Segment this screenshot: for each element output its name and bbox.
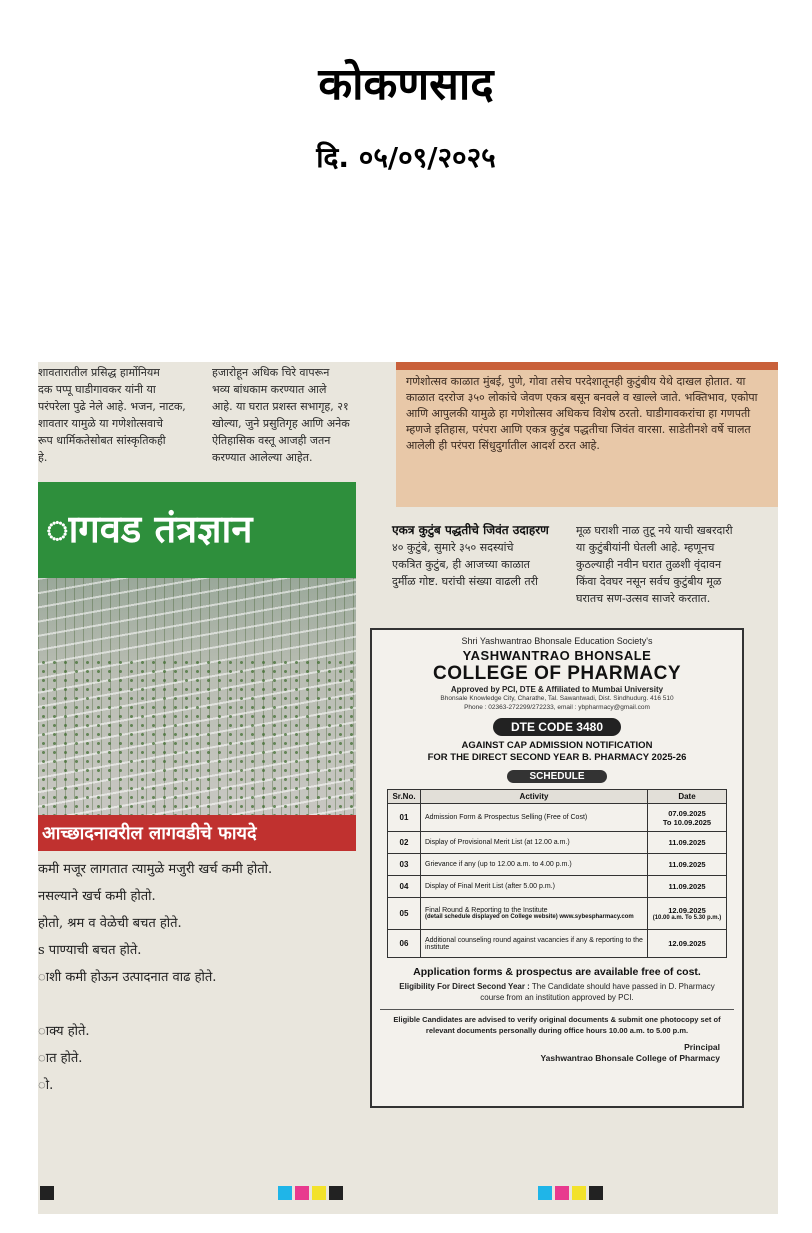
text-line: रूप धार्मिकतेसोबत सांस्कृतिकही (38, 434, 166, 447)
joint-family-column (392, 522, 572, 590)
college-name-line2: COLLEGE OF PHARMACY (432, 663, 682, 684)
list-item: ात होते. (38, 1051, 83, 1066)
list-item: ाशी कमी होऊन उत्पादनात वाढ होते. (38, 970, 217, 985)
cell-sr: 02 (388, 832, 421, 854)
mulch-field-photo (38, 578, 356, 815)
cell-date (648, 804, 727, 832)
registration-marks-right (538, 1186, 603, 1200)
cell-sr: 06 (388, 930, 421, 958)
activity-line: Final Round & Reporting to the Institute (425, 907, 548, 914)
text-line: एकत्रित कुटुंब, ही आजच्या काळात (392, 558, 530, 571)
society-name: Shri Yashwantrao Bhonsale Education Society's (461, 636, 653, 646)
eligibility-note (388, 981, 726, 1003)
benefits-heading: आच्छादनावरील लागवडीचे फायदे (42, 823, 257, 844)
reg-mark-black (40, 1186, 54, 1200)
notice-line1: AGAINST CAP ADMISSION NOTIFICATION (461, 740, 653, 751)
date-line: 07.09.2025 (668, 808, 706, 818)
cell-date: 11.09.2025 (648, 854, 727, 876)
reg-mark-black (329, 1186, 343, 1200)
eligibility-text: The Candidate should have passed in D. Pharmacy course from an institution approved by PCI. (480, 982, 715, 1002)
reg-mark-cyan (538, 1186, 552, 1200)
table-row (388, 930, 727, 958)
cell-activity: Display of Final Merit List (after 5.00 p.m.) (421, 876, 648, 898)
list-item: ाक्य होते. (38, 1024, 90, 1039)
table-header-row (388, 790, 727, 804)
ganeshotsav-text: गणेशोत्सव काळात मुंबई, पुणे, गोवा तसेच परदेशातूनही कुटुंबीय येथे दाखल होतात. या काळात दररोज ३५० लोकांचे जेवण एकत्र बसून बनवले व खाल्ले जाते. भक्तिभाव, एकोपा आणि आपुलकी यामुळे हा गणेशोत्सव अधिकच विशेष ठरतो. घाडीगावकरांचा हा गणपती म्हणजे इतिहास, परंपरा आणि एकत्र कुटुंब पद्धतीचा जिवंत वारसा. साडेतीनशे वर्षे चालत आलेली ही परंपरा सिंधुदुर्गातील आदर्श ठरत आहे. (406, 375, 758, 452)
notice-line2: FOR THE DIRECT SECOND YEAR B. PHARMACY 2025-26 (427, 752, 687, 763)
cell-sr: 03 (388, 854, 421, 876)
col-header-date: Date (648, 790, 727, 804)
list-item: नसल्याने खर्च कमी होतो. (38, 889, 156, 904)
box-top-bar (396, 362, 778, 370)
table-row (388, 832, 727, 854)
free-cost-note: Application forms & prospectus are available free of cost. (413, 966, 701, 978)
reg-mark-black (589, 1186, 603, 1200)
text-line: किंवा देवघर नसून सर्वच कुटुंबीय मूळ (576, 575, 722, 588)
schedule-table (387, 789, 727, 958)
list-item: s पाण्याची बचत होते. (38, 943, 142, 958)
date-line: To 10.09.2025 (662, 817, 712, 827)
cell-date: 11.09.2025 (648, 832, 727, 854)
text-line: दुर्मीळ गोष्ट. घरांची संख्या वाढली तरी (392, 575, 538, 588)
cell-date: 12.09.2025 (648, 930, 727, 958)
text-line: शावतारातील प्रसिद्ध हार्मोनियम (38, 366, 160, 379)
cell-activity: Display of Provisional Merit List (at 12.00 a.m.) (421, 832, 648, 854)
farming-tech-heading: ागवड तंत्रज्ञान (46, 507, 253, 551)
reg-mark-yellow (312, 1186, 326, 1200)
table-row (388, 876, 727, 898)
reg-mark-magenta (555, 1186, 569, 1200)
cell-sr: 04 (388, 876, 421, 898)
text-line: दक पप्पू घाडीगावकर यांनी या (38, 383, 156, 396)
schedule-badge: SCHEDULE (507, 770, 606, 783)
text-line: करण्यात आलेल्या आहेत. (212, 451, 313, 464)
text-line: घरातच सण-उत्सव साजरे करतात. (576, 592, 711, 605)
cell-activity: Grievance if any (up to 12.00 a.m. to 4.00 p.m.) (421, 854, 648, 876)
activity-subline: (detail schedule displayed on College website) www.sybespharmacy.com (425, 914, 634, 920)
text-line: ४० कुटुंबे, सुमारे ३५० सदस्यांचे (392, 541, 514, 554)
ganeshotsav-box (396, 362, 778, 507)
text-line: हजारोहून अधिक चिरे वापरून (212, 366, 330, 379)
verify-note: Eligible Candidates are advised to verify original documents & submit one photocopy set of relevant documents personally during office hours 10.00 a.m. to 5.00 p.m. (393, 1015, 721, 1035)
cell-activity (421, 898, 648, 930)
date-line: (10.00 a.m. To 5.30 p.m.) (652, 915, 722, 921)
divider (380, 1009, 734, 1010)
text-line: या कुटुंबीयांनी घेतली आहे. म्हणूनच (576, 541, 715, 554)
cell-activity: Admission Form & Prospectus Selling (Free of Cost) (421, 804, 648, 832)
newspaper-clipping (38, 362, 778, 1214)
principal-title: Principal (684, 1042, 720, 1052)
top-mid-column (212, 364, 380, 466)
text-line: शावतार यामुळे या गणेशोत्सवाचे (38, 417, 163, 430)
college-admission-ad (370, 628, 744, 1108)
registration-marks-left (40, 1186, 54, 1200)
registration-marks-mid (278, 1186, 343, 1200)
list-item: ो. (38, 1078, 54, 1093)
text-line: खोल्या, जुने प्रसुतिगृह आणि अनेक (212, 417, 350, 430)
college-name-line1: YASHWANTRAO BHONSALE (462, 648, 652, 663)
college-contact: Phone : 02363-272299/272233, email : ybpharmacy@gmail.com (464, 704, 650, 711)
college-address: Bhonsale Knowledge City, Charathe, Tal. Sawantwadi, Dist. Sindhudurg. 416 510 (440, 695, 674, 702)
text-line: परंपरेला पुढे नेले आहे. भजन, नाटक, (38, 400, 186, 413)
col-header-sr: Sr.No. (388, 790, 421, 804)
cell-date: 11.09.2025 (648, 876, 727, 898)
farming-tech-banner (38, 482, 356, 578)
clipping-date: दि. ०५/०९/२०२५ (316, 141, 496, 174)
right-column (576, 522, 776, 607)
cell-sr: 05 (388, 898, 421, 930)
dte-code-badge: DTE CODE 3480 (493, 718, 621, 736)
crop-rows (38, 658, 356, 815)
benefits-banner (38, 815, 356, 851)
benefits-list (38, 856, 356, 1099)
col-header-activity: Activity (421, 790, 648, 804)
text-line: हे. (38, 451, 48, 464)
cell-date (648, 898, 727, 930)
list-item: होतो, श्रम व वेळेची बचत होते. (38, 916, 182, 931)
top-left-column (38, 364, 213, 466)
reg-mark-cyan (278, 1186, 292, 1200)
approval-line: Approved by PCI, DTE & Affiliated to Mumbai University (450, 685, 664, 694)
text-line: ऐतिहासिक वस्तू आजही जतन (212, 434, 331, 447)
table-row (388, 898, 727, 930)
cell-activity: Additional counseling round against vacancies if any & reporting to the institute (421, 930, 648, 958)
principal-name: Yashwantrao Bhonsale College of Pharmacy (540, 1053, 720, 1063)
text-line: आहे. या घरात प्रशस्त सभागृह, २१ (212, 400, 349, 413)
cell-sr: 01 (388, 804, 421, 832)
text-line: कुठल्याही नवीन घरात तुळशी वृंदावन (576, 558, 722, 571)
text-line: भव्य बांधकाम करण्यात आले (212, 383, 327, 396)
joint-family-heading: एकत्र कुटुंब पद्धतीचे जिवंत उदाहरण (392, 523, 549, 537)
table-row (388, 854, 727, 876)
list-item: कमी मजूर लागतात त्यामुळे मजुरी खर्च कमी होतो. (38, 862, 273, 877)
reg-mark-yellow (572, 1186, 586, 1200)
text-line: मूळ घराशी नाळ तुटू नये याची खबरदारी (576, 524, 733, 537)
table-row (388, 804, 727, 832)
reg-mark-magenta (295, 1186, 309, 1200)
list-item (38, 991, 356, 1018)
newspaper-title: कोकणसाद (318, 59, 494, 110)
date-line: 12.09.2025 (668, 906, 706, 915)
eligibility-label: Eligibility For Direct Second Year : (399, 982, 530, 991)
